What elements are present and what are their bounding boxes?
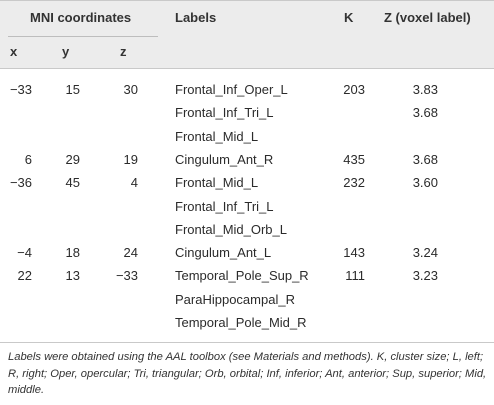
label-cell: Frontal_Mid_Orb_L — [175, 221, 287, 237]
k-cell: 203 — [343, 82, 365, 97]
y-cell: 13 — [65, 268, 80, 284]
y-header: y — [62, 44, 70, 59]
table-bottom-rule — [0, 342, 494, 343]
label-cell: Frontal_Inf_Tri_L — [175, 198, 274, 214]
label-cell: Frontal_Mid_L — [175, 175, 259, 191]
label-cell: Temporal_Pole_Mid_R — [175, 315, 307, 330]
z-cell: 4 — [130, 175, 138, 191]
x-cell: −4 — [17, 245, 32, 261]
k-cell: 111 — [345, 268, 365, 284]
x-cell: 22 — [17, 268, 32, 284]
label-cell: Cingulum_Ant_L — [175, 245, 272, 261]
z-voxel-cell: 3.23 — [412, 268, 438, 284]
y-cell: 18 — [65, 245, 80, 261]
x-cell: −33 — [9, 82, 32, 97]
y-cell: 29 — [65, 151, 80, 167]
labels-header: Labels — [175, 10, 217, 25]
z-voxel-cell: 3.24 — [412, 245, 438, 261]
k-cell: 435 — [343, 151, 365, 167]
k-header: K — [344, 10, 354, 25]
z-voxel-cell: 3.68 — [412, 151, 438, 167]
label-cell: Cingulum_Ant_R — [175, 151, 274, 167]
label-cell: Frontal_Inf_Oper_L — [175, 82, 288, 97]
table-footnote: Labels were obtained using the AAL toolbox (see Materials and methods). K, cluster size; L, left; R, right; Oper, opercular; Tri, triangular; Orb, orbital; Inf, inferior; Ant, anterior; Sup, superior; Mid, middle. — [8, 351, 487, 396]
z-cell: 30 — [123, 82, 138, 97]
x-header: x — [10, 44, 18, 59]
x-cell: −36 — [9, 175, 32, 191]
mni-group-rule — [8, 36, 158, 37]
y-cell: 45 — [65, 175, 80, 191]
k-cell: 232 — [343, 175, 365, 191]
table-top-rule — [0, 0, 494, 1]
label-cell: Frontal_Mid_L — [175, 128, 259, 144]
label-cell: Frontal_Inf_Tri_L — [175, 105, 274, 121]
label-cell: Temporal_Pole_Sup_R — [175, 268, 309, 284]
y-cell: 15 — [65, 82, 80, 97]
z-voxel-cell: 3.68 — [412, 105, 438, 121]
z-voxel-cell: 3.60 — [412, 175, 438, 191]
z-cell: 24 — [123, 245, 138, 261]
z-cell: 19 — [123, 151, 138, 167]
label-cell: ParaHippocampal_R — [175, 291, 295, 307]
z-voxel-cell: 3.83 — [412, 82, 438, 97]
mni-coordinates-header: MNI coordinates — [30, 10, 132, 25]
z-cell: −33 — [115, 268, 138, 284]
z-voxel-label-header: Z (voxel label) — [384, 10, 471, 25]
x-cell: 6 — [24, 151, 32, 167]
z-header: z — [120, 44, 127, 59]
header-bottom-rule — [0, 68, 494, 69]
k-cell: 143 — [343, 245, 365, 261]
